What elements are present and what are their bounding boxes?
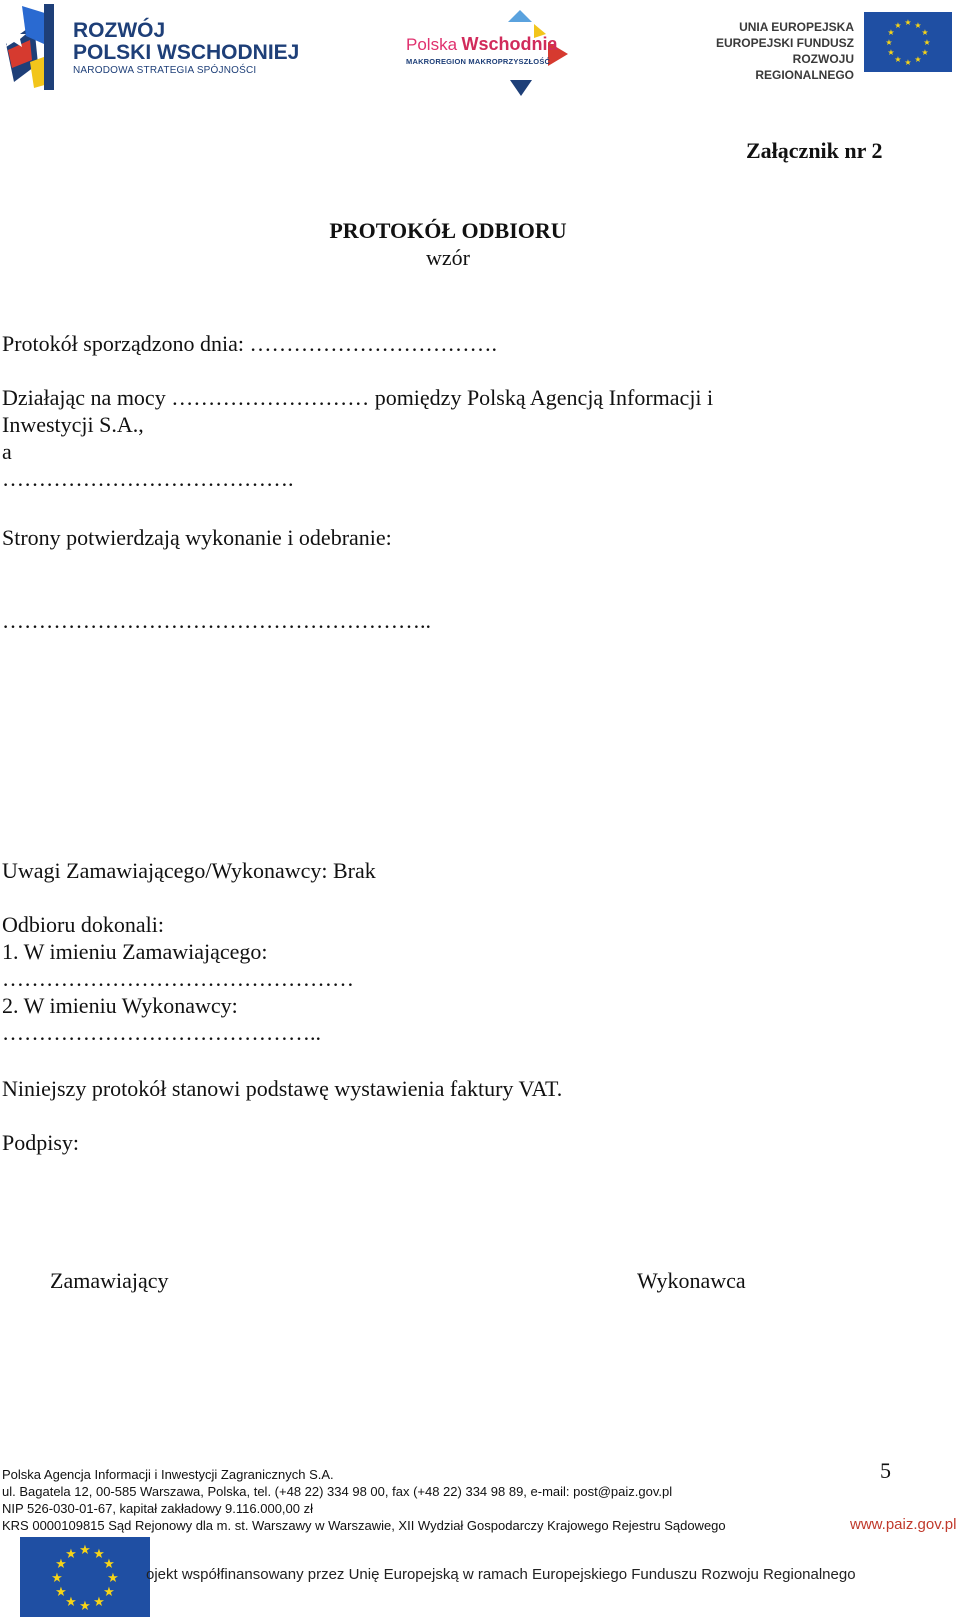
footer-address: ul. Bagatela 12, 00-585 Warszawa, Polska, tel. (+48 22) 334 98 00, fax (+48 22) 334 98 89, e-mail: post@paiz.gov.pl — [2, 1484, 673, 1499]
footer-company: Polska Agencja Informacji i Inwestycji Zagranicznych S.A. — [2, 1467, 334, 1482]
svg-text:★: ★ — [885, 38, 893, 47]
eu-flag-footer-icon — [20, 1537, 150, 1617]
buyer-label: 1. W imieniu Zamawiającego: — [2, 939, 268, 964]
remarks-line: Uwagi Zamawiającego/Wykonawcy: Brak — [2, 858, 376, 883]
svg-text:★: ★ — [894, 55, 902, 64]
signature-contractor: Wykonawca — [637, 1268, 746, 1293]
svg-text:★: ★ — [93, 1547, 105, 1562]
page-number: 5 — [880, 1458, 891, 1483]
logo-rozwoj-line3: NARODOWA STRATEGIA SPÓJNOŚCI — [73, 65, 257, 76]
party-placeholder: …………………………………. — [2, 466, 294, 491]
svg-text:★: ★ — [93, 1595, 105, 1610]
svg-text:★: ★ — [921, 28, 929, 37]
signature-buyer: Zamawiający — [50, 1268, 169, 1293]
ue-line2: EUROPEJSKI FUNDUSZ — [715, 36, 854, 50]
rozwoj-polski-wschodniej-logo-mark — [4, 4, 54, 90]
annex-label: Załącznik nr 2 — [746, 138, 883, 163]
svg-text:★: ★ — [894, 21, 902, 30]
svg-text:★: ★ — [55, 1585, 67, 1600]
logo-polska-word: Polska — [406, 35, 458, 54]
svg-text:★: ★ — [914, 21, 922, 30]
logo-polska-wschodnia-sub: MAKROREGION MAKROPRZYSZŁOŚĆ — [406, 57, 551, 66]
buyer-placeholder: ………………………………………… — [2, 966, 354, 991]
ue-logo-text — [702, 19, 854, 83]
eu-flag-icon — [864, 12, 952, 72]
svg-text:★: ★ — [79, 1543, 91, 1558]
svg-text:★: ★ — [887, 48, 895, 57]
performed-by-label: Odbioru dokonali: — [2, 912, 164, 937]
acting-line-2: Inwestycji S.A., — [2, 412, 144, 437]
contractor-placeholder: …………………………………….. — [2, 1020, 321, 1045]
svg-text:★: ★ — [887, 28, 895, 37]
svg-text:★: ★ — [107, 1571, 119, 1586]
svg-text:★: ★ — [103, 1585, 115, 1600]
svg-text:★: ★ — [55, 1557, 67, 1572]
date-line: Protokół sporządzono dnia: ……………………………. — [2, 331, 497, 356]
logo-rozwoj-line2: POLSKI WSCHODNIEJ — [73, 41, 300, 64]
svg-text:★: ★ — [904, 58, 912, 67]
ue-line1: UNIA EUROPEJSKA — [739, 20, 854, 34]
ue-line3: ROZWOJU REGIONALNEGO — [755, 52, 854, 82]
rozwoj-polski-wschodniej-logo — [73, 20, 299, 78]
confirm-line: Strony potwierdzają wykonanie i odebranie: — [2, 525, 392, 550]
acting-line-1: Działając na mocy ……………………… pomiędzy Polską Agencją Informacji i — [2, 385, 714, 410]
polska-wschodnia-logo — [406, 34, 558, 55]
footer-cofinance: ojekt współfinansowany przez Unię Europejską w ramach Europejskiego Funduszu Rozwoju Regionalnego — [146, 1566, 856, 1583]
contractor-label: 2. W imieniu Wykonawcy: — [2, 993, 238, 1018]
svg-text:★: ★ — [51, 1571, 63, 1586]
signatures-label: Podpisy: — [2, 1130, 80, 1155]
svg-text:★: ★ — [923, 38, 931, 47]
scope-placeholder: ………………………………………………….. — [2, 608, 431, 633]
svg-text:★: ★ — [79, 1599, 91, 1614]
document-title: PROTOKÓŁ ODBIORU — [329, 218, 567, 243]
svg-text:★: ★ — [921, 48, 929, 57]
svg-text:★: ★ — [103, 1557, 115, 1572]
invoice-basis-line: Niniejszy protokół stanowi podstawę wystawienia faktury VAT. — [2, 1076, 563, 1101]
svg-text:★: ★ — [65, 1595, 77, 1610]
logo-wschodnia-word: Wschodnia — [461, 34, 558, 54]
footer-krs: KRS 0000109815 Sąd Rejonowy dla m. st. Warszawy w Warszawie, XII Wydział Gospodarczy Krajowego Rejestru Sądowego — [2, 1518, 726, 1533]
footer-nip: NIP 526-030-01-67, kapitał zakładowy 9.116.000,00 zł — [2, 1501, 313, 1516]
conjunction-a: a — [2, 439, 12, 464]
footer-url[interactable]: www.paiz.gov.pl — [850, 1516, 957, 1533]
document-subtitle: wzór — [426, 245, 470, 270]
logo-rozwoj-line1: ROZWÓJ — [73, 19, 166, 42]
svg-text:★: ★ — [914, 55, 922, 64]
svg-text:★: ★ — [65, 1547, 77, 1562]
svg-text:★: ★ — [904, 18, 912, 27]
